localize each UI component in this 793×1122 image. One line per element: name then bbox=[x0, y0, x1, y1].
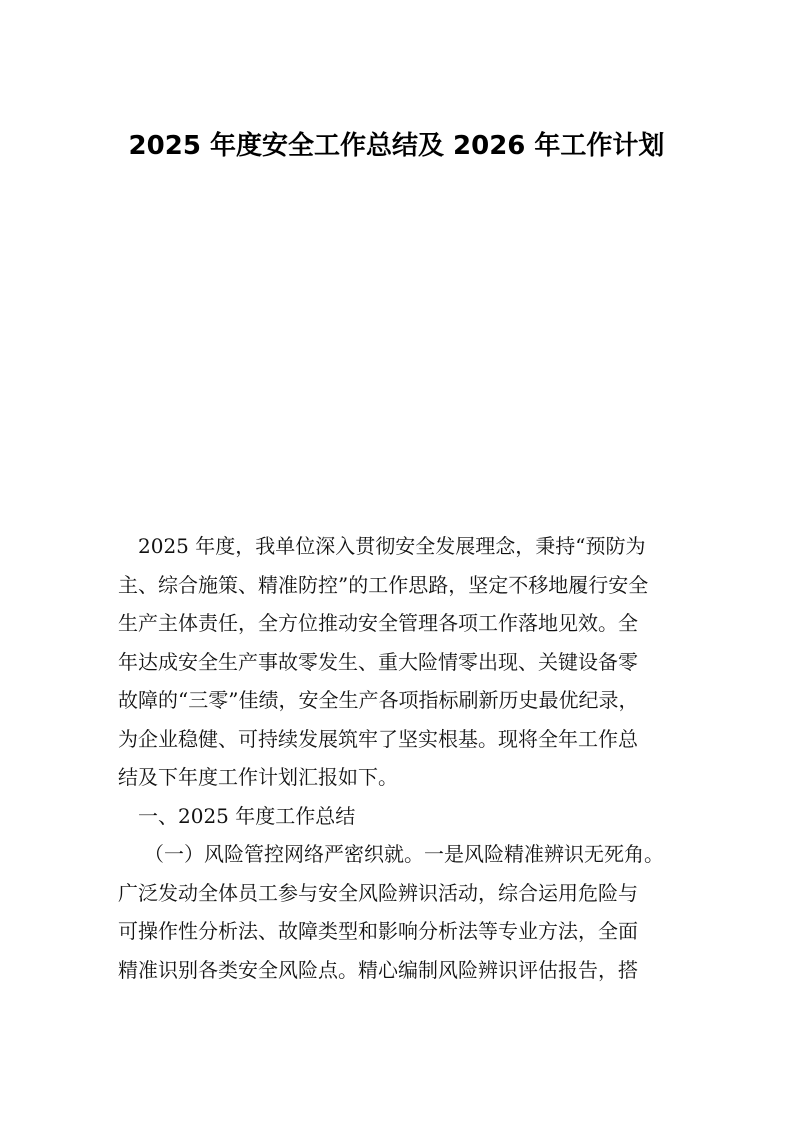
paragraph-line: 可操作性分析法、故障类型和影响分析法等专业方法，全面 bbox=[118, 919, 638, 943]
paragraph-line: 广泛发动全体员工参与安全风险辨识活动，综合运用危险与 bbox=[118, 880, 638, 905]
paragraph-line: 故障的“三零”佳绩，安全生产各项指标刷新历史最优纪录， bbox=[118, 688, 639, 712]
paragraph-line: 为企业稳健、可持续发展筑牢了坚实根基。现将全年工作总 bbox=[118, 726, 638, 751]
document-title: 2025 年度安全工作总结及 2026 年工作计划 bbox=[128, 131, 665, 161]
paragraph-line: 年达成安全生产事故零发生、重大险情零出现、关键设备零 bbox=[118, 649, 638, 674]
paragraph-line: 2025 年度，我单位深入贯彻安全发展理念，秉持“预防为 bbox=[138, 534, 646, 558]
paragraph-line: 生产主体责任，全方位推动安全管理各项工作落地见效。全 bbox=[118, 611, 638, 635]
section-heading: 一、2025 年度工作总结 bbox=[138, 803, 356, 828]
paragraph-line: 精准识别各类安全风险点。精心编制风险辨识评估报告，搭 bbox=[118, 957, 638, 982]
paragraph-line: 结及下年度工作计划汇报如下。 bbox=[118, 765, 398, 789]
document-body bbox=[118, 527, 675, 989]
paragraph-line: 主、综合施策、精准防控”的工作思路，坚定不移地履行安全 bbox=[118, 572, 649, 597]
subsection-line: （一）风险管控网络严密织就。一是风险精准辨识无死角。 bbox=[144, 842, 664, 866]
